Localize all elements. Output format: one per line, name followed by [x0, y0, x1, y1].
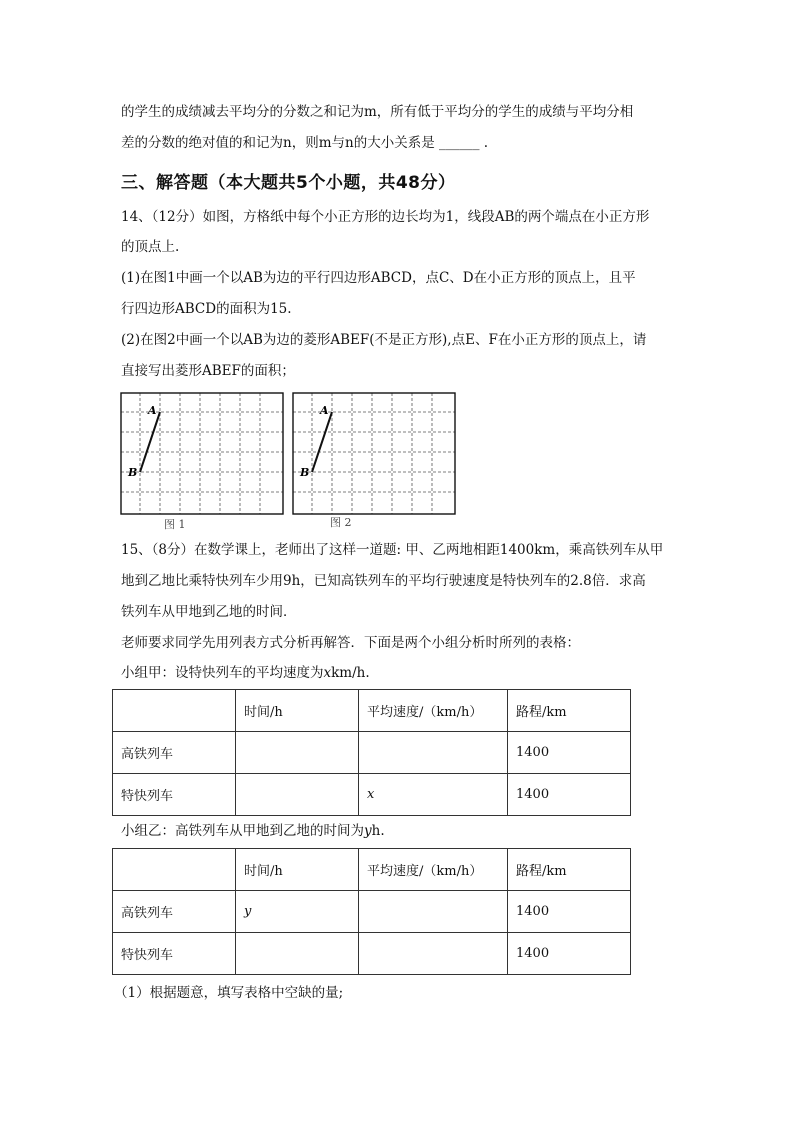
q14-part1-line-2: 行四边形ABCD的面积为15. — [121, 301, 292, 317]
table-row — [113, 933, 631, 975]
table-cell — [236, 774, 359, 816]
table-cell — [359, 933, 508, 975]
q14-line-2: 的顶点上. — [121, 239, 180, 255]
table-header-row — [113, 849, 631, 891]
var-y: y — [364, 823, 372, 839]
group-a-label: 小组甲：设特快列车的平均速度为xkm/h. — [121, 665, 370, 681]
intro-line-2: 差的分数的绝对值的和记为n，则m与n的大小关系是 ______ . — [121, 135, 489, 151]
table-cell: x — [359, 774, 508, 816]
q15-line-4: 老师要求同学先用列表方式分析再解答．下面是两个小组分析时所列的表格： — [121, 635, 580, 651]
table-cell: 1400 — [508, 933, 631, 975]
point-b-label: B — [300, 466, 310, 479]
var-x: x — [323, 665, 332, 681]
header-cell — [113, 849, 236, 891]
point-a-label: A — [148, 404, 157, 417]
table-cell: 1400 — [508, 891, 631, 933]
table-cell: y — [236, 891, 359, 933]
table-row — [113, 774, 631, 816]
q15-sub-1: （1）根据题意，填写表格中空缺的量; — [114, 985, 344, 1001]
segment-ab — [312, 412, 332, 472]
q15-line-3: 铁列车从甲地到乙地的时间． — [121, 604, 297, 620]
table-cell: 高铁列车 — [113, 732, 236, 774]
header-cell — [113, 690, 236, 732]
table-header-row — [113, 690, 631, 732]
q15-line-1: 15、（8分）在数学课上，老师出了这样一道题: 甲、乙两地相距1400km，乘高铁列车从甲 — [121, 542, 664, 558]
header-cell: 平均速度/（km/h） — [359, 849, 508, 891]
segment-ab — [140, 412, 160, 472]
figure-1-caption: 图 1 — [164, 518, 186, 531]
q14-part2-line-1: (2)在图2中画一个以AB为边的菱形ABEF(不是正方形),点E、F在小正方形的顶点上，请 — [121, 332, 647, 348]
section-3-heading: 三、解答题（本大题共5个小题，共48分） — [121, 173, 456, 193]
table-cell: 1400 — [508, 774, 631, 816]
table-cell — [359, 732, 508, 774]
header-cell: 时间/h — [236, 690, 359, 732]
table-group-a — [112, 689, 631, 816]
table-cell — [359, 891, 508, 933]
table-group-b — [112, 848, 631, 975]
table-cell — [236, 732, 359, 774]
figure-1-grid — [120, 392, 284, 516]
table-row — [113, 732, 631, 774]
figure-2-grid — [292, 392, 456, 516]
q14-part2-line-2: 直接写出菱形ABEF的面积； — [121, 363, 295, 379]
q15-line-2: 地到乙地比乘特快列车少用9h，已知高铁列车的平均行驶速度是特快列车的2.8倍．求高 — [121, 573, 646, 589]
table-cell: 高铁列车 — [113, 891, 236, 933]
intro-line-1: 的学生的成绩减去平均分的分数之和记为m，所有低于平均分的学生的成绩与平均分相 — [121, 104, 634, 120]
header-cell: 路程/km — [508, 849, 631, 891]
header-cell: 时间/h — [236, 849, 359, 891]
table-cell — [236, 933, 359, 975]
header-cell: 平均速度/（km/h） — [359, 690, 508, 732]
table-cell: 1400 — [508, 732, 631, 774]
point-a-label: A — [320, 404, 329, 417]
point-b-label: B — [128, 466, 138, 479]
q14-part1-line-1: (1)在图1中画一个以AB为边的平行四边形ABCD，点C、D在小正方形的顶点上，且平 — [121, 270, 636, 286]
group-b-label: 小组乙：高铁列车从甲地到乙地的时间为yh. — [121, 823, 385, 839]
figure-2-caption: 图 2 — [330, 516, 352, 529]
table-cell: 特快列车 — [113, 774, 236, 816]
header-cell: 路程/km — [508, 690, 631, 732]
table-row — [113, 891, 631, 933]
q14-line-1: 14、（12分）如图，方格纸中每个小正方形的边长均为1，线段AB的两个端点在小正方形 — [121, 209, 650, 225]
table-cell: 特快列车 — [113, 933, 236, 975]
